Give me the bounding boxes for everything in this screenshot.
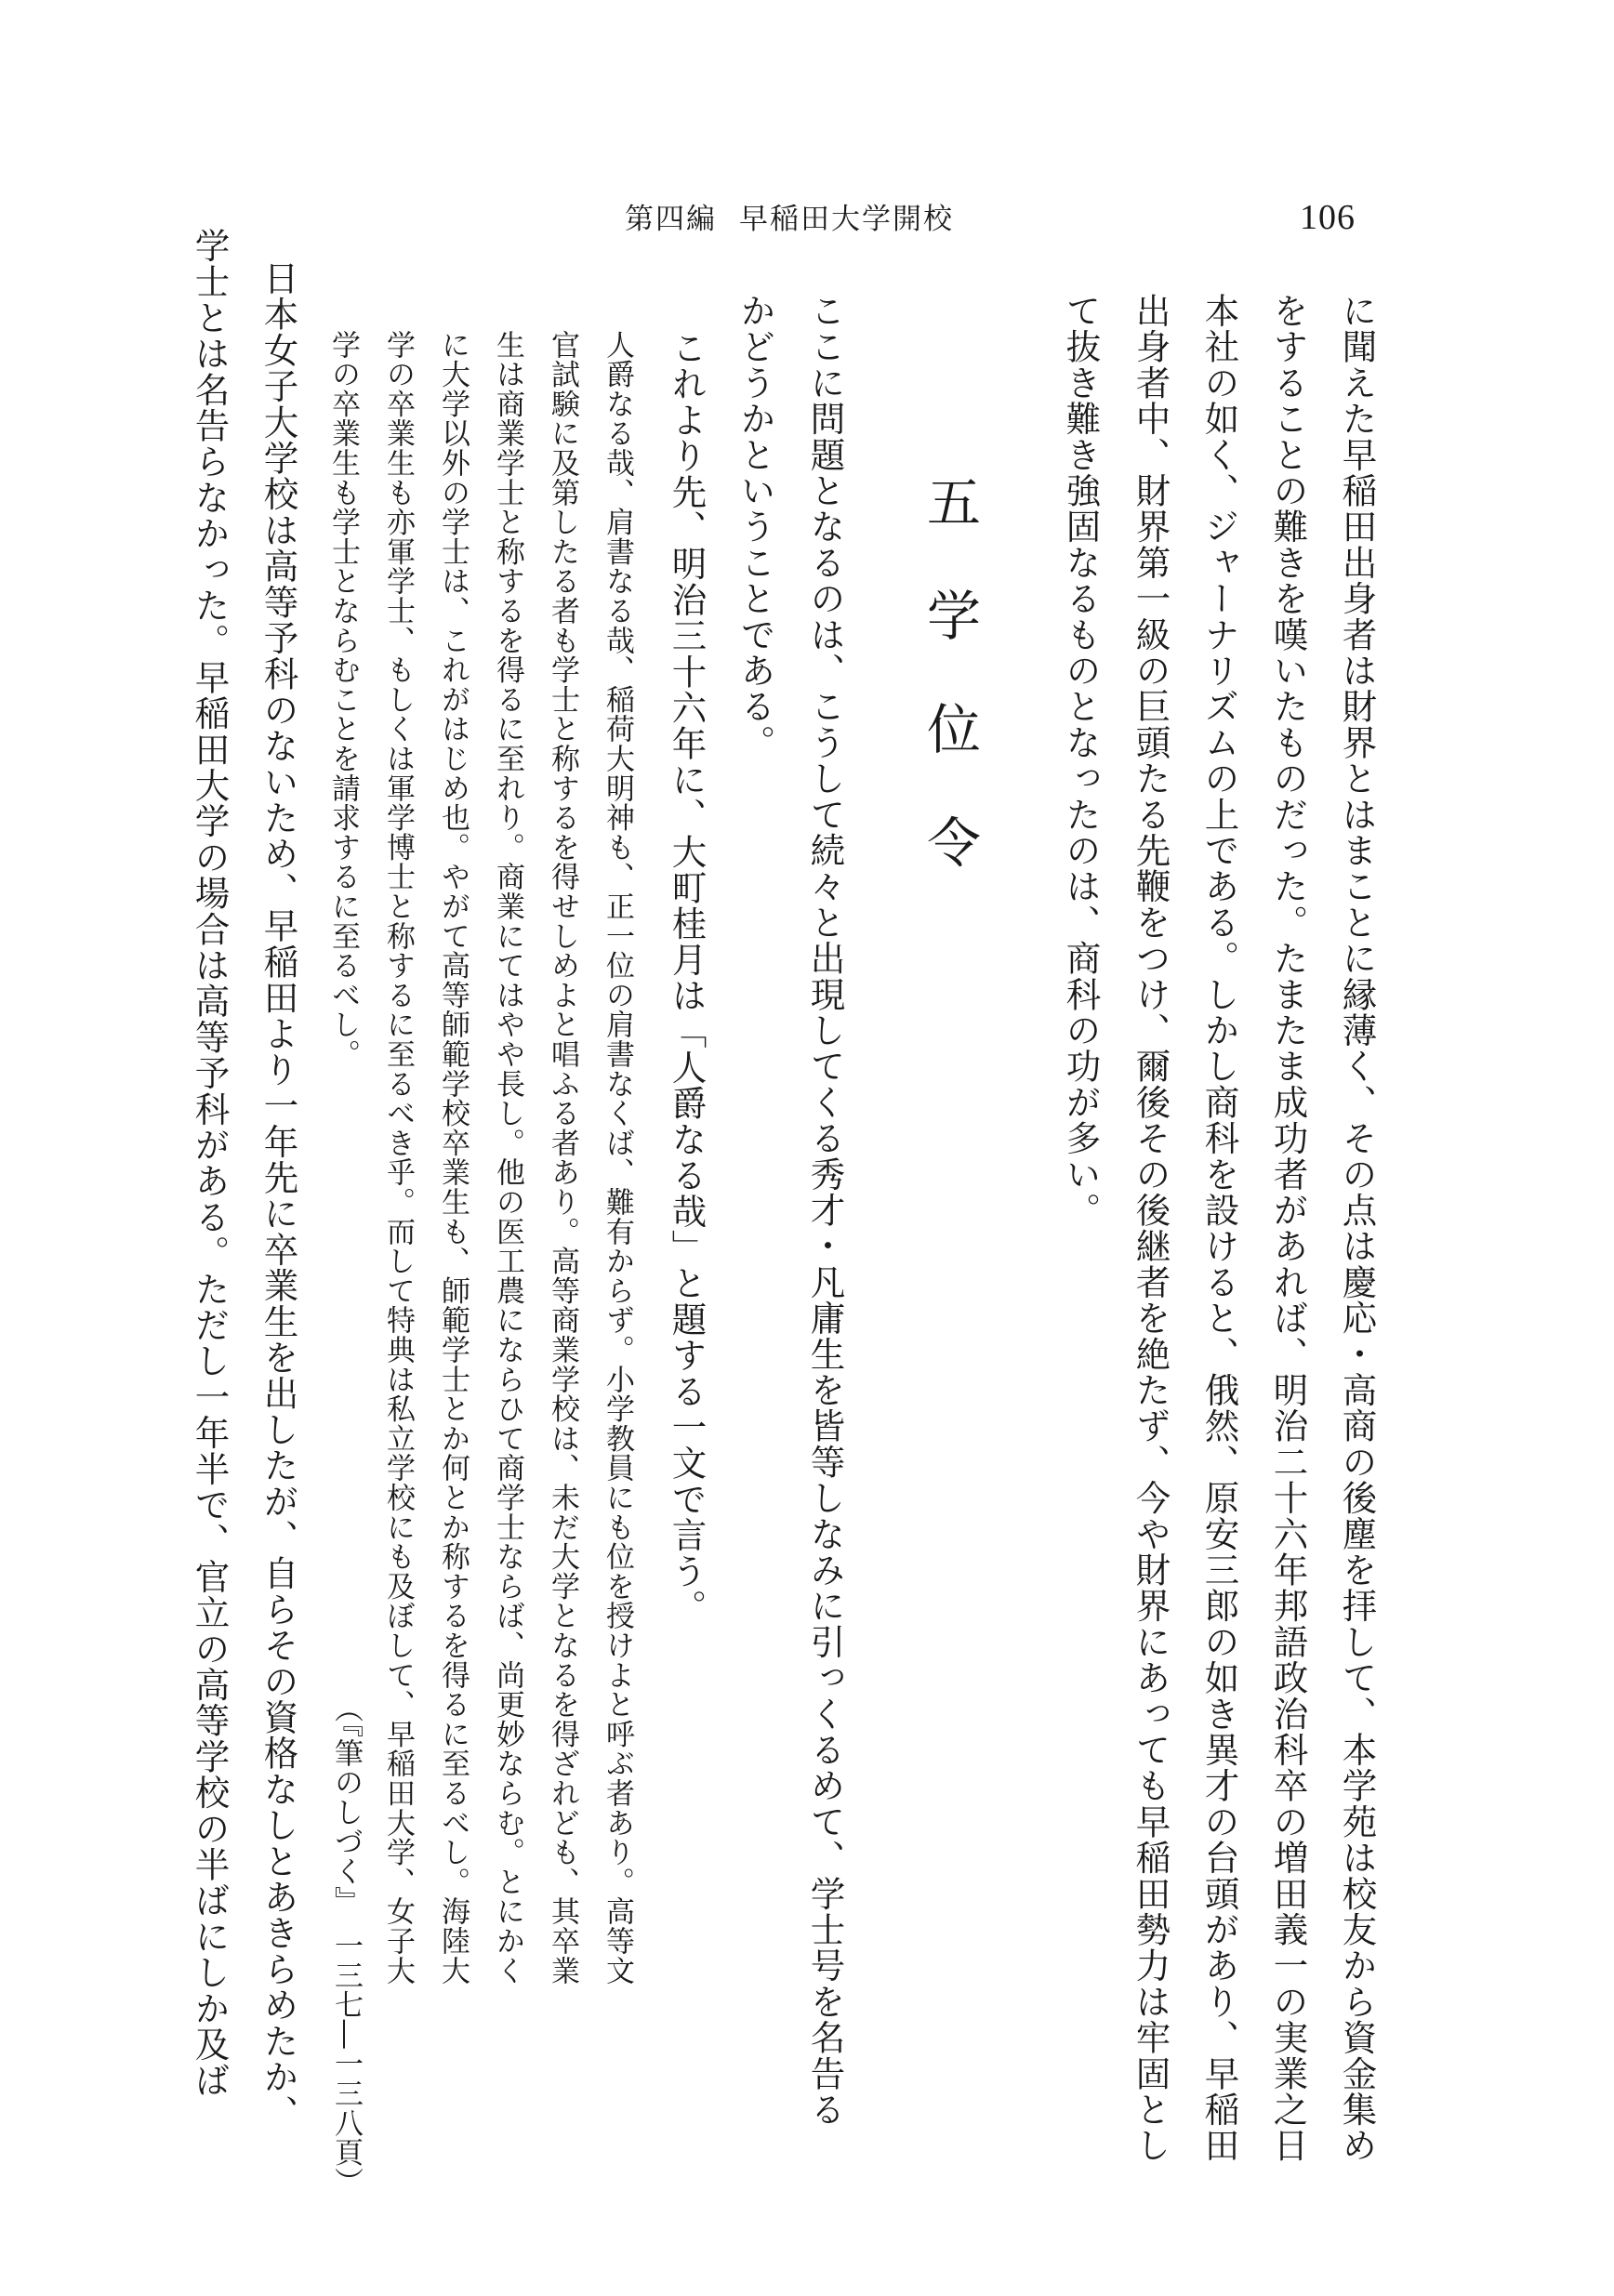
quote-column: 官試験に及第したる者も学士と称するを得せしめよと唱ふる者あり。高等商業学校は、未だ大学となるを得ざれども、其卒業 — [546, 330, 579, 1986]
running-header — [625, 195, 976, 237]
text-column: かどうかということである。 — [734, 293, 776, 761]
text-column: 学士とは名告らなかった。早稲田大学の場合は高等予科がある。ただし一年半で、官立の高等学校の半ばにしか及ば — [189, 228, 231, 2099]
text-column: に聞えた早稲田出身者は財界とはまことに縁薄く、その点は慶応・高商の後塵を拝して、本学苑は校友から資金集め — [1336, 293, 1378, 2164]
quote-citation: （『筆のしづく』 一三七―一三八頁） — [329, 1694, 363, 2197]
text-column: 出身者中、財界第一級の巨頭たる先鞭をつけ、爾後その後継者を絶たず、今や財界にあっても早稲田勢力は牢固とし — [1130, 293, 1171, 2164]
section-heading — [918, 474, 981, 928]
section-number: 五 — [918, 474, 981, 587]
quote-column: に大学以外の学士は、これがはじめ也。やがて高等師範学校卒業生も、師範学士とか何とか称するを得るに至るべし。海陸大 — [436, 330, 470, 1986]
page-number: 106 — [1300, 198, 1356, 237]
quote-column: 学の卒業生も亦軍学士、もしくは軍学博士と称するに至るべき乎。而して特典は私立学校にも及ぼして、早稲田大学、女子大 — [381, 330, 415, 1986]
text-column: て抜き難き強固なるものとなったのは、商科の功が多い。 — [1060, 293, 1102, 1229]
text-column: 本社の如く、ジャーナリズムの上である。しかし商科を設けると、俄然、原安三郎の如き異才の台頭があり、早稲田 — [1198, 293, 1240, 2164]
section-title: 学位令 — [918, 587, 981, 928]
text-column: 日本女子大学校は高等予科のないため、早稲田より一年先に卒業生を出したが、自らその資格なしとあきらめたか、 — [258, 260, 299, 2131]
quote-column: 学の卒業生も学士とならむことを請求するに至るべし。 — [326, 330, 360, 1069]
running-header-title: 早稲田大学開校 — [739, 203, 954, 236]
text-column: ここに問題となるのは、こうして続々と出現してくる秀才・凡庸生を皆等しなみに引っくるめて、学士号を名告る — [804, 293, 846, 2128]
running-header-part: 第四編 — [625, 203, 717, 236]
quote-column: 人爵なる哉、肩書なる哉、稲荷大明神も、正一位の肩書なくば、難有からず。小学教員にも位を授けよと呼ぶ者あり。高等文 — [601, 330, 634, 1986]
text-column: をすることの難きを嘆いたものだった。たまたま成功者があれば、明治二十六年邦語政治科卒の増田義一の実業之日 — [1267, 293, 1309, 2164]
text-column: これより先、明治三十六年に、大町桂月は「人爵なる哉」と題する一文で言う。 — [666, 330, 708, 1626]
quote-column: 生は商業学士と称するを得るに至れり。商業にてはやや長し。他の医工農にならひて商学士ならば、尚更妙ならむ。とにかく — [491, 330, 524, 1986]
